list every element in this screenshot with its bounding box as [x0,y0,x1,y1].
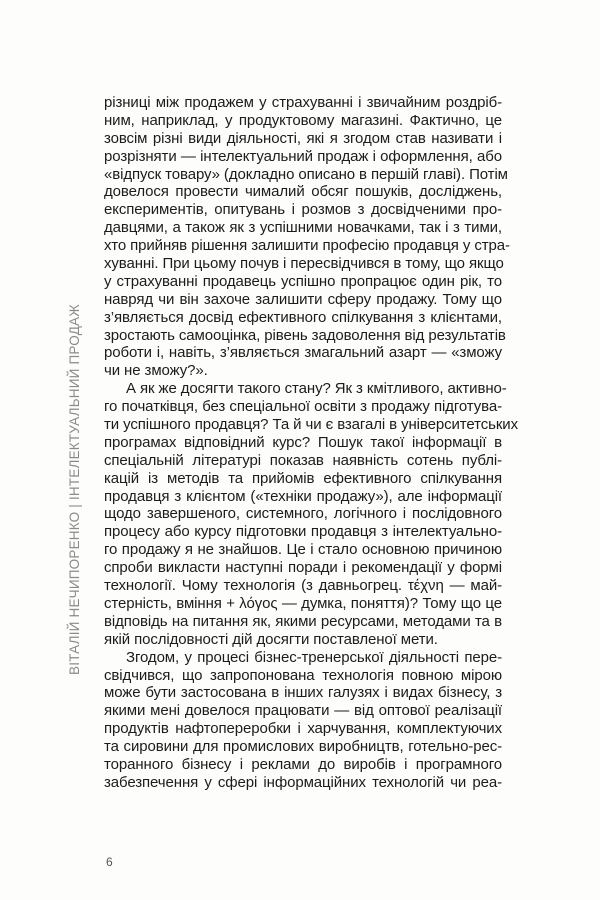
text-line: роботи і, навіть, з’являється змагальний азарт — «зможу [104,344,502,362]
text-line: розрізняти — інтелектуальний продаж і оформлення, або [104,147,502,165]
text-line: кацій із методів та прийомів ефективного спілкування [104,469,502,487]
text-line: якими мені довелося працювати — від оптової реалізації [104,702,502,720]
running-head: ВІТАЛІЙ НЕЧИПОРЕНКО | ІНТЕЛЕКТУАЛЬНИЙ ПРОДАЖ [67,304,82,675]
text-line: хто прийняв рішення залишити професію продавця у стра- [104,237,510,255]
text-line: спроби викласти наступні поради і рекомендації у формі [104,559,502,577]
text-line: довелося провести чималий обсяг пошуків, досліджень, [104,183,502,201]
text-line: продуктів нафтопереробки і харчування, комплектуючих [104,720,502,738]
text-line: навряд чи він захоче залишити сферу продажу. Тому що [104,290,502,308]
text-line: та сировини для промислових виробництв, готельно-рес- [104,738,502,756]
text-line: процесу або курсу підготовки продавця з інтелектуально- [104,523,502,541]
text-line: стерність, вміння + λόγος — думка, поняття)? Тому що це [104,594,502,612]
text-line: продавця з клієнтом («техніки продажу»), але інформації [104,487,502,505]
text-line: технології. Чому технологія (з давньогрец. τέχνη — май- [104,577,502,595]
text-line: го початківця, без спеціальної освіти з продажу підготува- [104,398,502,416]
text-line: ним, наприклад, у продуктовому магазині. Фактично, це [104,111,502,129]
text-line: програмах відповідний курс? Пошук такої інформації в [104,433,502,451]
text-line: експериментів, опитувань і розмов з досвідченими про- [104,201,502,219]
paragraph [104,380,518,648]
text-line: А як же досягти такого стану? Як з кмітливого, активно- [126,380,507,398]
page-number: 6 [106,855,113,869]
text-line: «відпуск товару» (докладно описано в першій главі). Потім [104,165,508,183]
text-line: зростають самооцінка, рівень задоволення від результатів [104,326,506,344]
text-line: у страхуванні продавець успішно пропрацює один рік, то [104,272,502,290]
text-line: давцями, а також як з успішними новачками, так і з тими, [104,219,502,237]
body-text [104,94,518,792]
text-line: го продажу я не знайшов. Це і стало основною причиною [104,541,502,559]
text-line: відповідь на питання як, якими ресурсами, методами та в [104,612,502,630]
text-line: з’являється досвід ефективного спілкування з клієнтами, [104,308,502,326]
text-line: різниці між продажем у страхуванні і звичайним роздріб- [104,94,502,111]
paragraph [104,94,510,380]
text-line: якій послідовності дій досягти поставленої мети. [104,630,438,648]
text-line: чи не зможу?». [104,362,208,380]
text-line: забезпечення у сфері інформаційних технологій чи реа- [104,773,502,791]
text-line: Згодом, у процесі бізнес-тренерської діяльності пере- [126,648,502,666]
text-line: спеціальній літературі показав наявність сотень публі- [104,451,502,469]
text-line: щодо завершеного, системного, логічного і послідовного [104,505,502,523]
paragraph [104,649,502,792]
text-line: ти успішного продавця? Та й чи є взагалі в університетських [104,416,518,434]
text-line: зовсім різні види діяльності, які я згодом став називати і [104,129,502,147]
text-line: свідчився, що запропонована технологія повною мірою [104,666,502,684]
text-line: може бути застосована в інших галузях і видах бізнесу, з [104,684,502,702]
text-line: торанного бізнесу і реклами до виробів і програмного [104,755,502,773]
text-line: хуванні. При цьому почув і пересвідчився в тому, що якщо [104,255,504,273]
